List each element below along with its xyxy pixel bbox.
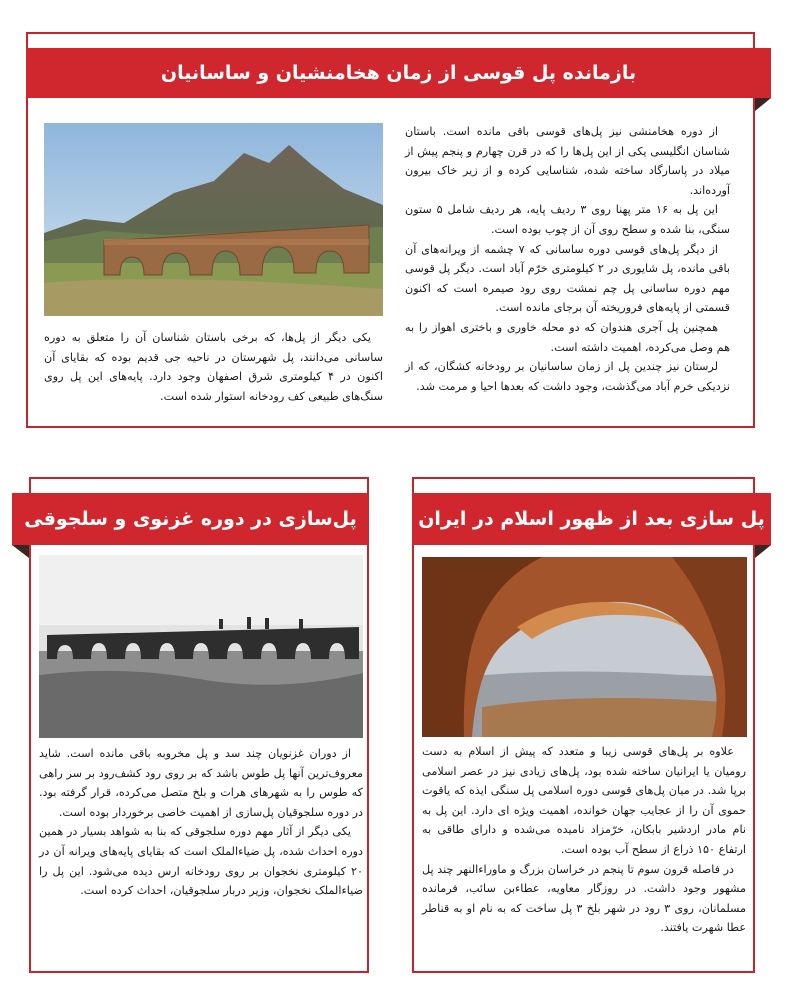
top-section-caption — [44, 328, 383, 406]
paragraph: همچنین پل آجری هندوان که دو محله خاوری و باختری اهواز را به هم وصل می‌کرده، اهمیت داشته است. — [405, 320, 730, 354]
stone-bridge-image — [44, 123, 383, 316]
top-banner-fold — [755, 98, 771, 111]
paragraph: لرستان نیز چندین پل از زمان ساسانیان بر رودخانه کشگان، که از نزدیکی خرم آباد می‌گذشت، وجود داشت که بعدها احیا و مرمت شد. — [405, 360, 730, 393]
left-section-body — [39, 744, 363, 901]
top-section-title: بازمانده پل قوسی از زمان هخامنشیان و ساسانیان — [26, 48, 771, 98]
paragraph: این پل به ۱۶ متر پهنا روی ۳ ردیف پایه، هر ردیف شامل ۵ ستون سنگی، بنا شده و سطح روی آن از چوب بوده است. — [405, 203, 730, 236]
left-section-title: پل‌سازی در دوره غزنوی و سلجوقی — [12, 493, 369, 545]
paragraph: از دوران غزنویان چند سد و پل مخروبه باقی مانده است. شاید معروف‌ترین آنها پل طوس باشد که بر روی رود کشف‌رود بر سر راهی که طوس را به شهرهای هرات و بلخ متصل می‌کرده، قرار گرفته بود. در دوره سلجوقیان پل‌سازی از اهمیت خاصی برخوردار بوده است. — [39, 747, 363, 819]
rock-arch-photo — [422, 557, 747, 737]
right-section-title: پل سازی بعد از ظهور اسلام در ایران — [412, 493, 771, 545]
paragraph: از دوره هخامنشی نیز پل‌های قوسی باقی مانده است. باستان شناسان انگلیسی یکی از این پل‌ها را که در قرن چهارم و پنجم پیش از میلاد در پاسارگاد ساخته شده، شناسایی کرده و از زیر خاک بیرون آورده‌اند. — [405, 125, 730, 197]
paragraph: در فاصله قرون سوم تا پنجم در خراسان بزرگ و ماوراءالنهر چند پل مشهور وجود داشت. در روزگار معاویه، عطاءبن سائب، فرمانده مسلمانان، روی ۳ رود در شهر بلخ ۳ پل ساخت که به نام او به قناطر عطا شهرت یافتند. — [422, 862, 746, 935]
top-section-body — [405, 122, 730, 396]
historic-bridge-photo — [39, 555, 363, 738]
left-banner-fold — [12, 545, 29, 558]
stone-bridge-photo — [44, 123, 383, 316]
paragraph: یکی دیگر از آثار مهم دوره سلجوقی که بنا به شواهد بسیار در همین دوره احداث شده، پل ضیاءالملک است که بقایای پایه‌های ویرانه آن در ۲۰ کیلومتری نخجوان بر روی رودخانه ارس دیده می‌شود. این پل را ضیاءالملک نخجوان، وزیر دربار سلجوقیان، احداث کرده است. — [39, 825, 363, 898]
rock-arch-image — [422, 557, 747, 737]
paragraph: از دیگر پل‌های قوسی دوره ساسانی که ۷ چشمه از ویرانه‌های آن باقی مانده، پل شایوری در ۲ کیلومتری خرّم آباد است. دیگر پل قوسی مهم دوره ساسانی پل چم نمشت روی رود صیمره است که اکنون قسمتی از پایه‌های فروریخته آن برجای مانده است. — [405, 242, 730, 315]
caption-text: یکی دیگر از پل‌ها، که برخی باستان شناسان آن را متعلق به دوره ساسانی می‌دانند، پل شهرستان در ناحیه جی قدیم بوده که بقایای آن اکنون در ۴ کیلومتری شرق اصفهان وجود دارد. پایه‌های این پل روی سنگ‌های طبیعی کف رودخانه استوار شده است. — [44, 331, 383, 403]
historic-bridge-image — [39, 555, 363, 738]
right-section-body — [422, 742, 746, 938]
paragraph: علاوه بر پل‌های قوسی زیبا و متعدد که پیش از اسلام به دست رومیان یا ایرانیان ساخته شده بود، پل‌های زیادی نیز در عصر اسلامی برپا شد. در میان پل‌های قوسی دوره اسلامی پل سنگی ایذه که یاقوت حموی آن را از عجایب جهان خوانده، اهمیت ویژه ای دارد. این پل به نام مادر اردشیر بابکان، خرّمزاد نامیده می‌شده و دارای طاقی به ارتفاع ۱۵۰ ذراع از سطح آب بوده است. — [422, 745, 746, 856]
right-banner-fold — [755, 545, 771, 558]
